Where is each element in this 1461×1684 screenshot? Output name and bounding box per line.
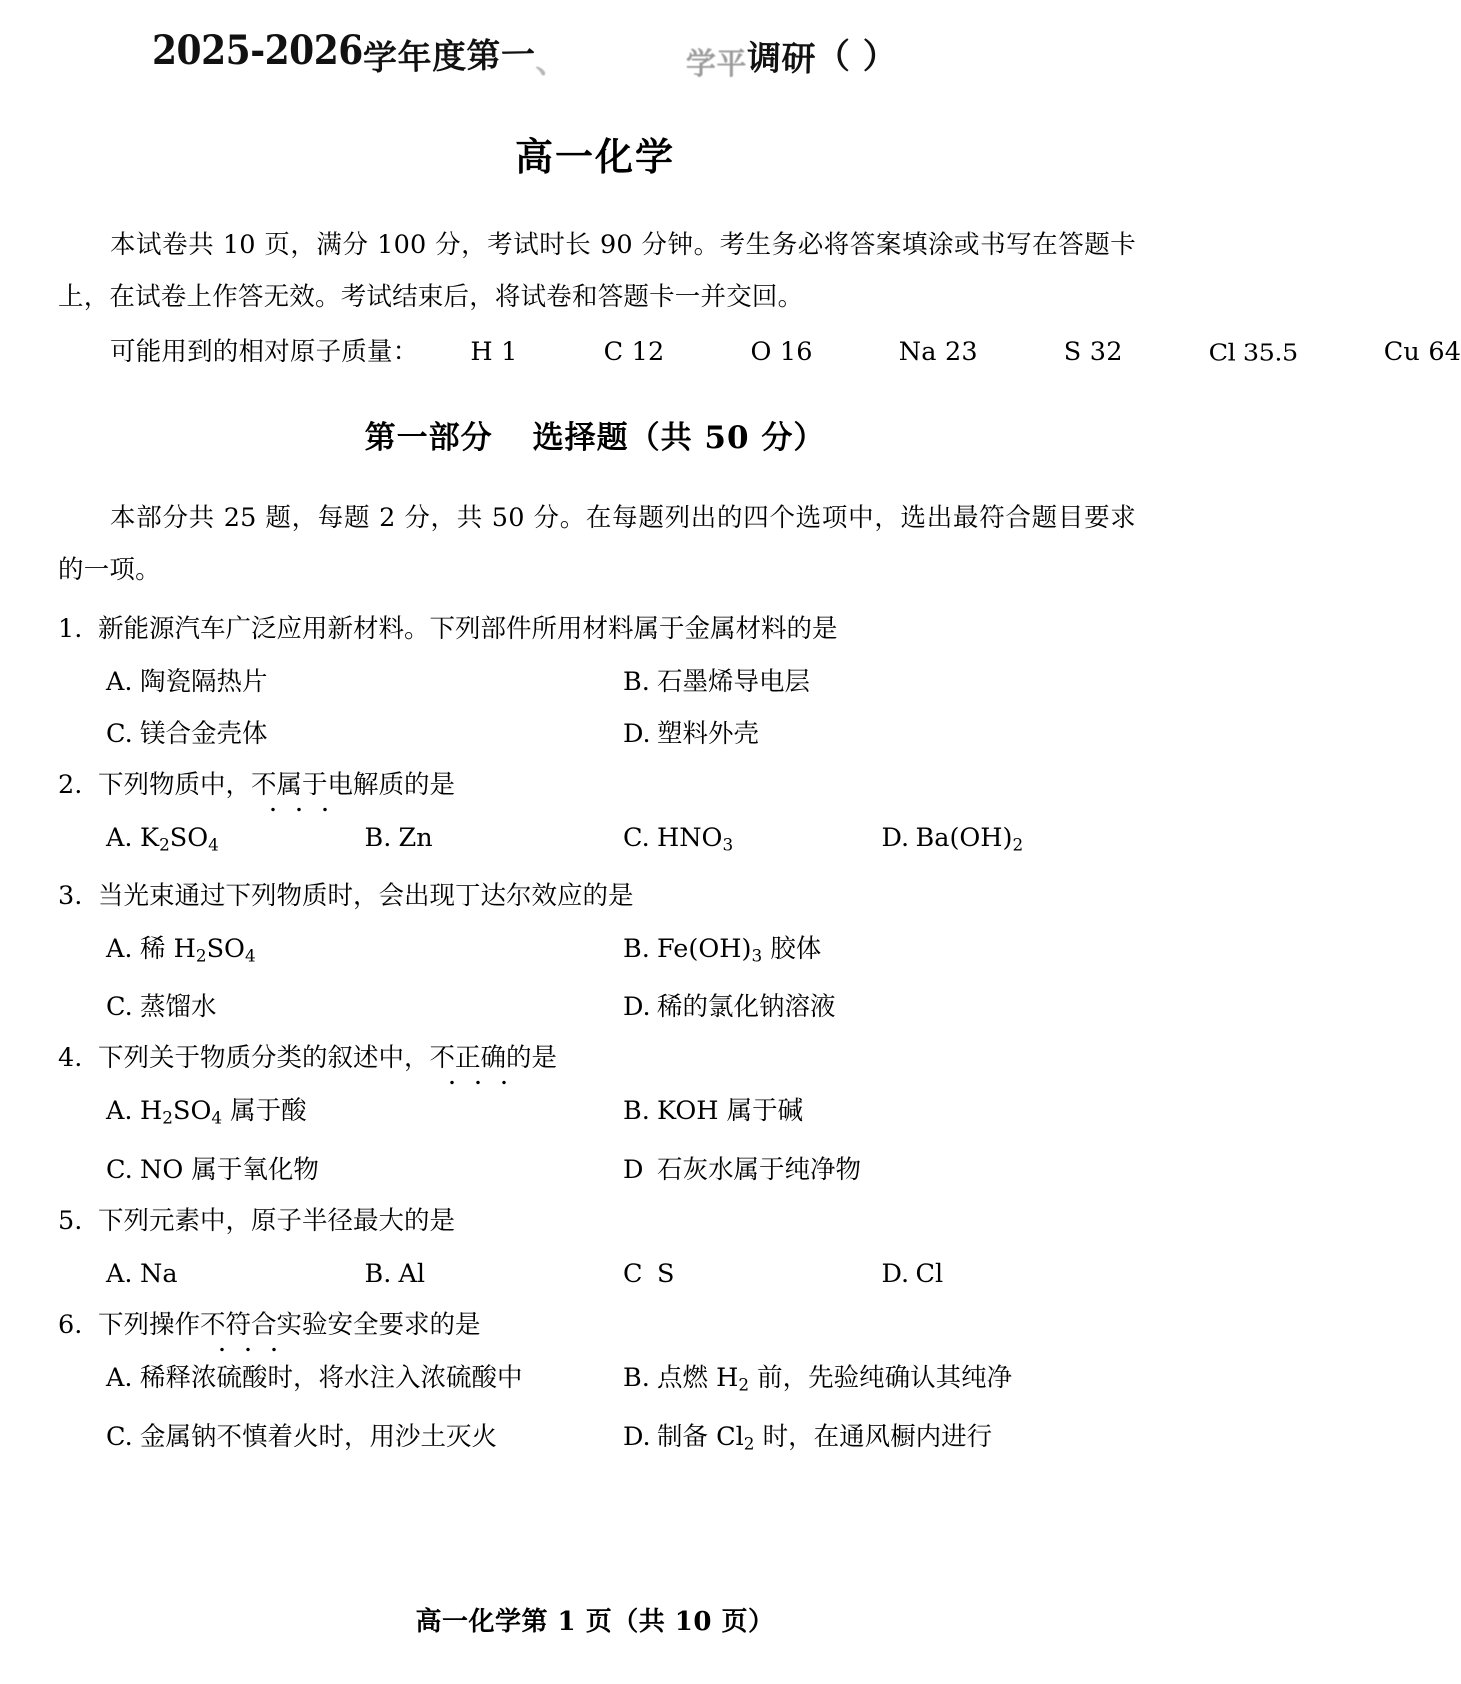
option-group bbox=[58, 812, 1140, 871]
option-text: $H_2SO_4$ 属于酸 bbox=[140, 1096, 307, 1129]
emphasis-dotted: 不符合 bbox=[200, 1300, 277, 1350]
exam-notice: 本试卷共 10 页，满分 100 分，考试时长 90 分钟。考生务必将答案填涂或书写在答题卡上，在试卷上作答无效。考试结束后，将试卷和答题卡一并交回。 bbox=[58, 230, 1136, 312]
option-c[interactable] bbox=[106, 708, 623, 760]
option-d[interactable] bbox=[882, 1248, 1141, 1300]
option-text: Na bbox=[140, 1259, 178, 1290]
option-label: C bbox=[623, 1259, 643, 1290]
mass-s: S 32 bbox=[1063, 337, 1123, 367]
option-label: A. bbox=[106, 1096, 133, 1127]
option-text: 稀的氯化钠溶液 bbox=[657, 992, 836, 1023]
question-text: 新能源汽车广泛应用新材料。下列部件所用材料属于金属材料的是 bbox=[98, 614, 838, 644]
question-text: 下列物质中，不属于电解质的是 bbox=[98, 760, 1140, 810]
option-label: B. bbox=[623, 667, 650, 697]
banner-paren: （ ） bbox=[815, 37, 898, 77]
option-group bbox=[58, 1085, 1140, 1196]
option-label: C. bbox=[106, 1155, 133, 1186]
mass-cl: Cl 35.5 bbox=[1208, 339, 1298, 367]
page-footer: 高一化学第 1 页（共 10 页） bbox=[415, 1607, 775, 1637]
option-label: D. bbox=[623, 719, 651, 749]
option-text: 稀 $H_2SO_4$ bbox=[140, 933, 256, 966]
masses-label: 可能用到的相对原子质量： bbox=[110, 337, 419, 367]
option-text: 制备 $Cl_2$ 时，在通风橱内进行 bbox=[657, 1421, 993, 1454]
option-label: A. bbox=[106, 667, 133, 697]
option-c[interactable] bbox=[106, 981, 623, 1033]
option-label: A. bbox=[106, 823, 133, 853]
emphasis-dotted: 不属于 bbox=[251, 760, 328, 810]
option-text: $HNO_3$ bbox=[657, 823, 734, 855]
option-a[interactable] bbox=[106, 1248, 365, 1300]
option-a[interactable] bbox=[106, 1085, 623, 1144]
part-one-directions: 本部分共 25 题，每题 2 分，共 50 分。在每题列出的四个选项中，选出最符合题目要求的一项。 bbox=[58, 503, 1136, 585]
option-text: KOH 属于碱 bbox=[657, 1096, 804, 1127]
option-b[interactable] bbox=[623, 923, 1140, 982]
option-label: C. bbox=[623, 823, 650, 853]
option-group bbox=[58, 656, 1140, 760]
option-d[interactable] bbox=[623, 708, 1140, 760]
option-label: D. bbox=[881, 1259, 910, 1290]
option-b[interactable] bbox=[623, 1085, 1140, 1144]
option-label: D. bbox=[623, 992, 651, 1023]
option-a[interactable] bbox=[106, 923, 623, 982]
option-a[interactable] bbox=[106, 656, 623, 708]
option-c[interactable] bbox=[106, 1144, 623, 1196]
question-number: 5. bbox=[58, 1206, 83, 1237]
option-label: B. bbox=[623, 1363, 650, 1394]
option-label: C. bbox=[106, 992, 133, 1023]
option-label: A. bbox=[106, 933, 133, 964]
option-text: 稀释浓硫酸时，将水注入浓硫酸中 bbox=[140, 1363, 523, 1394]
question-number: 3. bbox=[58, 880, 83, 911]
mass-c: C 12 bbox=[603, 337, 665, 367]
option-text: Zn bbox=[398, 823, 433, 853]
option-text: 石墨烯导电层 bbox=[657, 667, 811, 697]
question-text: 当光束通过下列物质时，会出现丁达尔效应的是 bbox=[98, 880, 634, 911]
question bbox=[58, 1033, 1140, 1196]
option-text: 金属钠不慎着火时，用沙土灭火 bbox=[140, 1421, 498, 1452]
question bbox=[58, 760, 1140, 871]
question bbox=[58, 871, 1140, 1034]
question-text: 下列元素中，原子半径最大的是 bbox=[98, 1206, 456, 1237]
option-b[interactable] bbox=[365, 1248, 624, 1300]
option-a[interactable] bbox=[106, 812, 365, 871]
option-d[interactable] bbox=[623, 981, 1140, 1033]
mass-na: Na 23 bbox=[898, 337, 978, 367]
mass-o: O 16 bbox=[750, 337, 813, 367]
option-label: B. bbox=[623, 933, 650, 964]
question bbox=[58, 604, 1140, 760]
option-d[interactable] bbox=[623, 1411, 1140, 1470]
page-title: 高一化学 bbox=[514, 134, 675, 179]
option-text: $Fe(OH)_3$ 胶体 bbox=[657, 933, 822, 966]
option-text: NO 属于氧化物 bbox=[140, 1155, 319, 1186]
banner-year: 2025-2026 bbox=[152, 26, 363, 74]
question-text: 下列操作不符合实验安全要求的是 bbox=[98, 1300, 1140, 1350]
option-a[interactable] bbox=[106, 1352, 623, 1411]
option-text: $K_2SO_4$ bbox=[140, 823, 219, 855]
option-text: 镁合金壳体 bbox=[140, 719, 268, 749]
part-one-sublabel: 选择题（共 50 分） bbox=[532, 420, 826, 456]
option-d[interactable] bbox=[623, 1144, 1140, 1196]
option-group bbox=[58, 1248, 1140, 1300]
question-stem bbox=[58, 1033, 1140, 1083]
option-label: D bbox=[623, 1155, 644, 1186]
option-text: 点燃 $H_2$ 前，先验纯确认其纯净 bbox=[657, 1363, 1013, 1395]
question-stem bbox=[58, 1300, 1140, 1350]
banner-segment-b: 调研 bbox=[746, 38, 817, 80]
option-label: B. bbox=[623, 1096, 650, 1127]
question bbox=[58, 1196, 1140, 1300]
question-stem bbox=[58, 1196, 1140, 1246]
option-label: D. bbox=[623, 1421, 651, 1452]
option-label: A. bbox=[106, 1259, 133, 1290]
option-text: 陶瓷隔热片 bbox=[140, 667, 268, 697]
option-label: C. bbox=[106, 719, 133, 749]
question bbox=[58, 1300, 1140, 1469]
option-text: Cl bbox=[915, 1259, 944, 1290]
option-label: D. bbox=[881, 823, 910, 853]
option-text: 蒸馏水 bbox=[140, 992, 217, 1023]
question-text: 下列关于物质分类的叙述中，不正确的是 bbox=[98, 1033, 1140, 1083]
option-text: $Ba(OH)_2$ bbox=[915, 823, 1024, 855]
option-label: B. bbox=[364, 1259, 392, 1290]
mass-cu: Cu 64 bbox=[1383, 337, 1461, 367]
emphasis-dotted: 不正确 bbox=[430, 1033, 507, 1083]
option-group bbox=[58, 1352, 1140, 1469]
question-number: 2. bbox=[58, 770, 83, 800]
option-group bbox=[58, 923, 1140, 1034]
part-one-heading bbox=[0, 412, 1190, 457]
option-b[interactable] bbox=[365, 812, 624, 871]
option-text: 石灰水属于纯净物 bbox=[657, 1155, 862, 1186]
part-one-label: 第一部分 bbox=[364, 420, 493, 456]
option-d[interactable] bbox=[882, 812, 1141, 871]
question-number: 1. bbox=[58, 614, 83, 644]
mass-h: H 1 bbox=[470, 337, 518, 367]
question-stem bbox=[58, 604, 1140, 654]
option-text: Al bbox=[398, 1259, 426, 1290]
question-stem bbox=[58, 871, 1140, 921]
option-label: A. bbox=[106, 1363, 133, 1394]
option-text: S bbox=[657, 1259, 675, 1290]
option-label: C. bbox=[106, 1421, 133, 1452]
option-c[interactable] bbox=[106, 1411, 623, 1470]
banner-segment-a: 学年度第一 bbox=[362, 35, 536, 79]
question-number: 4. bbox=[58, 1043, 83, 1074]
option-b[interactable] bbox=[623, 1352, 1140, 1411]
question-stem bbox=[58, 760, 1140, 810]
option-b[interactable] bbox=[623, 656, 1140, 708]
banner-faded-a: 、 bbox=[535, 42, 568, 80]
relative-atomic-masses bbox=[58, 326, 1461, 378]
option-label: B. bbox=[364, 823, 392, 853]
option-text: 塑料外壳 bbox=[657, 719, 760, 749]
question-number: 6. bbox=[58, 1310, 83, 1341]
banner-faded-b: 学平 bbox=[685, 47, 747, 82]
exam-banner-title bbox=[0, 26, 1190, 98]
question-list bbox=[58, 604, 1140, 1470]
option-c[interactable] bbox=[623, 1248, 882, 1300]
option-c[interactable] bbox=[623, 812, 882, 871]
